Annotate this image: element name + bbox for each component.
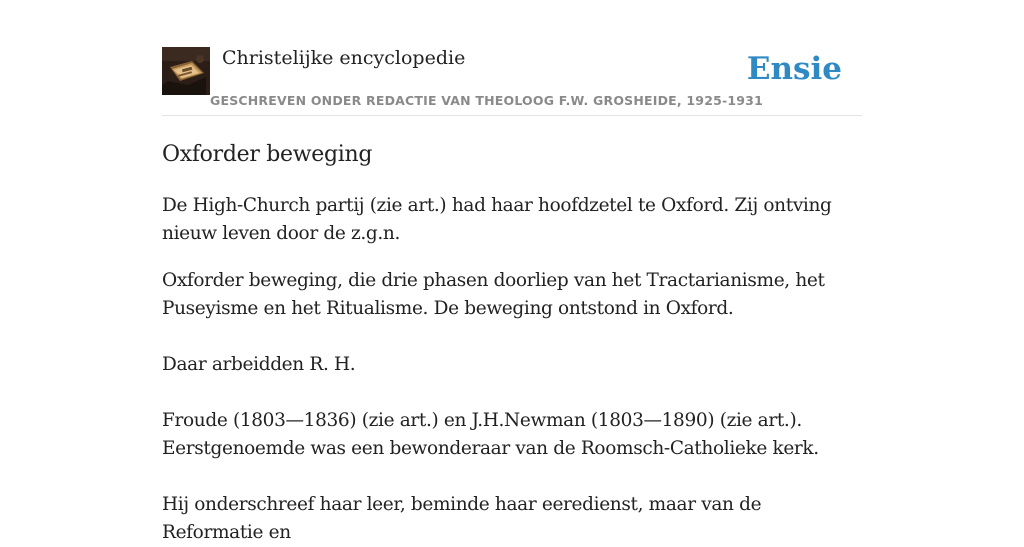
article-paragraph: Froude (1803—1836) (zie art.) en J.H.Newman (1803—1890) (zie art.). Eerstgenoemde was een bewonderaar van de Roomsch-Catholieke kerk. — [162, 410, 819, 459]
article-title: Oxforder beweging — [162, 142, 373, 167]
article-paragraph: Daar arbeidden R. H. — [162, 354, 356, 375]
article-paragraph: De High-Church partij (zie art.) had haar hoofdzetel te Oxford. Zij ontving nieuw leven door de z.g.n. — [162, 195, 832, 244]
source-header — [162, 46, 862, 116]
source-title[interactable]: Christelijke encyclopedie — [222, 47, 466, 69]
source-avatar[interactable] — [162, 47, 210, 95]
ensie-logo[interactable]: Ensie — [746, 51, 842, 87]
article-paragraph: Oxforder beweging, die drie phasen doorliep van het Tractarianisme, het Puseyisme en het Ritualisme. De beweging ontstond in Oxford. — [162, 270, 825, 319]
article-paragraph: Hij onderschreef haar leer, beminde haar eeredienst, maar van de Reformatie en — [162, 494, 762, 543]
book-image-icon — [162, 47, 210, 95]
article — [162, 140, 862, 547]
source-subtitle: GESCHREVEN ONDER REDACTIE VAN THEOLOOG F.W. GROSHEIDE, 1925-1931 — [210, 93, 763, 108]
header-divider — [162, 115, 862, 116]
